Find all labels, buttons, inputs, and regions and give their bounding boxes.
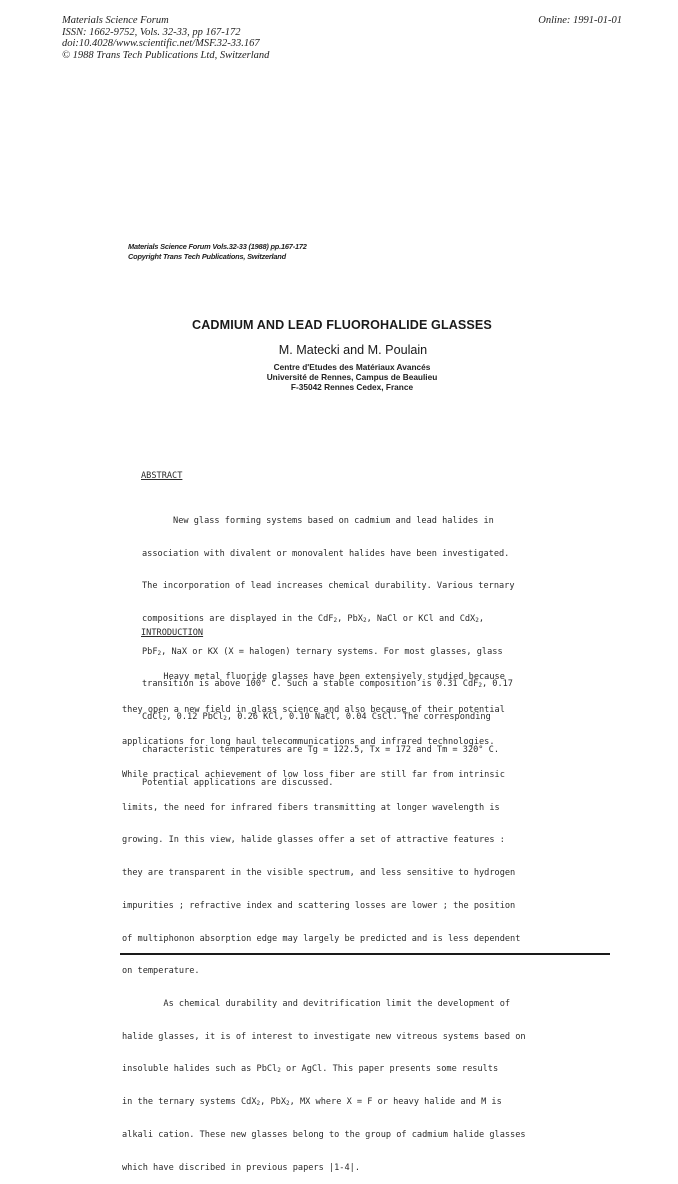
footer-rule [120,953,610,955]
introduction-body [122,650,526,1184]
citation-block [128,242,307,262]
introduction-line: impurities ; refractive index and scattering losses are lower ; the position [122,900,516,911]
abstract-line: Potential applications are discussed. [142,777,334,788]
introduction-line: in the ternary systems CdX$_2$, PbX$_2$, MX where X = F or heavy halide and M is [122,1097,502,1108]
paper-authors-text: M. Matecki and M. Poulain [278,343,428,357]
online-date: Online: 1991-01-01 [538,15,622,26]
header-issn: ISSN: 1662-9752, Vols. 32-33, pp 167-172 [62,26,241,38]
abstract-line: compositions are displayed in the CdF$_2$, PbX$_2$, NaCl or KCl and CdX$_2$, [142,613,485,624]
abstract-heading: ABSTRACT [141,471,183,481]
introduction-line: they open a new field in glass science and also because of their potential [122,704,505,715]
abstract-line: association with divalent or monovalent halides have been investigated. [142,548,510,559]
paper-title-text: CADMIUM AND LEAD FLUOROHALIDE GLASSES [192,318,492,332]
header-copyright: © 1988 Trans Tech Publications Ltd, Switzerland [62,49,270,61]
abstract-line: PbF$_2$, NaX or KX (X = halogen) ternary systems. For most glasses, glass [142,646,503,657]
introduction-line: Heavy metal fluoride glasses have been extensively studied because [122,671,505,682]
introduction-line: While practical achievement of low loss fiber are still far from intrinsic [122,769,505,780]
affiliation-line: Université de Rennes, Campus de Beaulieu [266,372,438,383]
introduction-line: of multiphonon absorption edge may largely be predicted and is less dependent [122,933,521,944]
header-doi: doi:10.4028/www.scientific.net/MSF.32-33.167 [62,38,260,49]
affiliation-line: F-35042 Rennes Cedex, France [290,382,414,393]
header-journal: Materials Science Forum [62,15,169,26]
citation-copyright: Copyright Trans Tech Publications, Switzerland [128,252,286,261]
introduction-line: limits, the need for infrared fibers transmitting at longer wavelength is [122,802,500,813]
affiliation-line: Centre d'Etudes des Matériaux Avancés [273,362,431,372]
introduction-heading: INTRODUCTION [141,628,204,638]
paper-authors [0,343,678,357]
introduction-line: on temperature. [122,966,200,977]
introduction-line: halide glasses, it is of interest to investigate new vitreous systems based on [122,1031,526,1042]
introduction-line: applications for long haul telecommunications and infrared technologies. [122,737,495,748]
abstract-line: The incorporation of lead increases chemical durability. Various ternary [142,581,515,592]
introduction-line: alkali cation. These new glasses belong to the group of cadmium halide glasses [122,1129,526,1140]
introduction-line: As chemical durability and devitrification limit the development of [122,999,511,1009]
introduction-line: which have discribed in previous papers |1-4|. [122,1162,360,1173]
abstract-line: CdCl$_2$, 0.12 PbCl$_2$, 0.26 KCl, 0.10 NaCl, 0.04 CsCl. The corresponding [142,712,491,723]
introduction-line: they are transparent in the visible spectrum, and less sensitive to hydrogen [122,868,516,879]
abstract-line: transition is above 100° C. Such a stable composition is 0.31 CdF$_2$, 0.17 [142,679,513,690]
abstract-line: characteristic temperatures are Tg = 122.5, Tx = 172 and Tm = 320° C. [142,744,499,755]
abstract-line: New glass forming systems based on cadmium and lead halides in [142,515,494,526]
affiliation [0,362,678,393]
introduction-line: growing. In this view, halide glasses offer a set of attractive features : [122,835,505,846]
citation-line: Materials Science Forum Vols.32-33 (1988) pp.167-172 [128,242,307,251]
publication-header [62,15,269,61]
introduction-line: insoluble halides such as PbCl$_2$ or AgCl. This paper presents some results [122,1064,499,1075]
paper-title [0,318,678,332]
